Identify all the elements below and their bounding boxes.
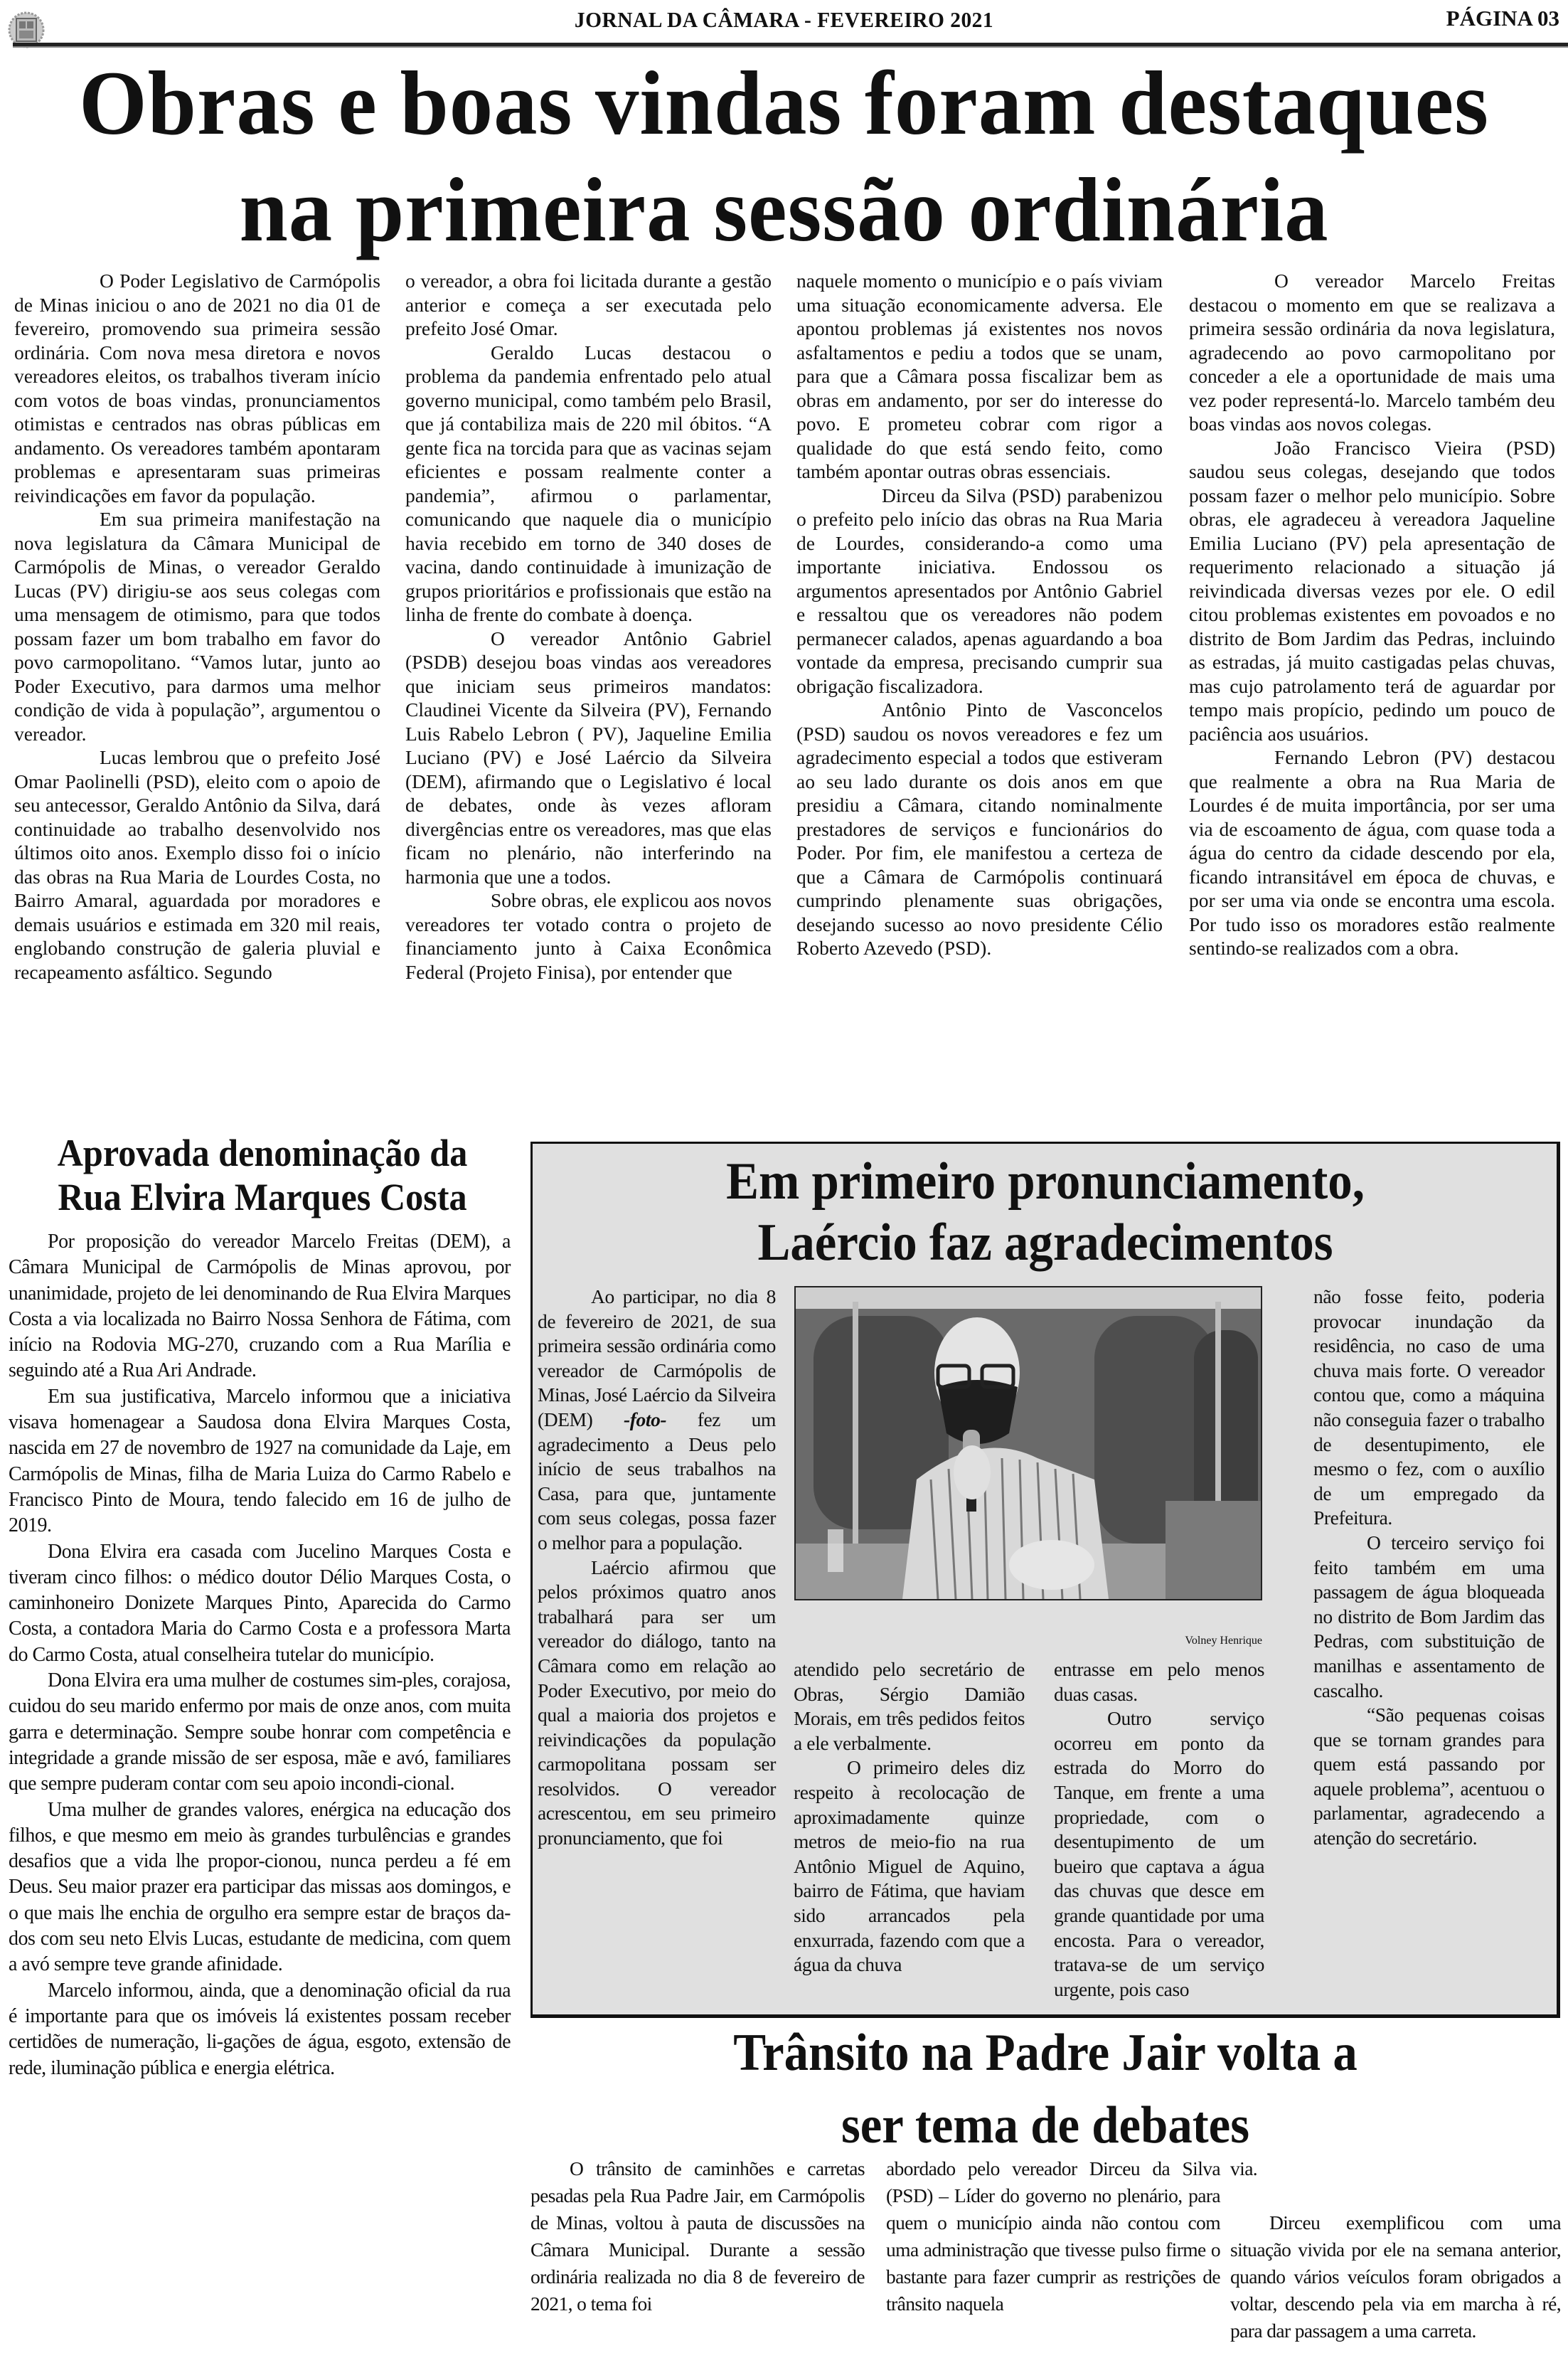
laercio-headline-line2: Laércio faz agradecimentos [757,1213,1333,1272]
paragraph: O trânsito de caminhões e carretas pesadas pela Rua Padre Jair, em Carmópolis de Minas, voltou à pauta de discussões na Câmara Municipal. Durante a sessão ordinária realizada no dia 8 de fevereiro de 2021, o tema foi [530,2157,865,2315]
paragraph: O Poder Legislativo de Carmópolis de Minas iniciou o ano de 2021 no dia 01 de fevereiro, promovendo sua primeira sessão ordinária. Com nova mesa diretora e novos vereadores eleitos, os trabalhos tiveram início com votos de boas vindas, pronunciamentos otimistas e centrados nas obras públicas em andamento. Os vereadores também apontaram problemas e apresentaram suas primeiras reivindicações em favor da população. [14,270,380,506]
paragraph: o vereador, a obra foi licitada durante a gestão anterior e começa a ser executada pelo prefeito José Omar. [405,270,772,339]
paragraph: Geraldo Lucas destacou o problema da pandemia enfrentado pelo atual governo municipal, como também pelo Brasil, que já contabiliza mais de 220 mil óbitos. “A gente fica na torcida para que as vacinas sejam eficientes e possam realmente conter a pandemia”, afirmou o parlamentar, comunicando que naquele dia o município havia recebido em torno de 340 doses de vacina, dando continuidade à imunização de grupos prioritários e profissionais que estão na linha de frente do combate à doença. [405,341,772,625]
transit-column-1 [530,2155,865,2317]
paragraph: Laércio afirmou que pelos próximos quatro anos trabalhará para ser um vereador do diálogo, tanto na Câmara como em relação ao Poder Executivo, por meio do qual a maioria dos projetos e reivindicações da população carmopolitana possam ser resolvidos. O vereador acrescentou, em seu primeiro pronunciamento, que foi [538,1556,776,1849]
transit-column-2 [886,2155,1220,2317]
paragraph: Em sua justificativa, Marcelo informou que a iniciativa visava homenagear a Saudosa dona Elvira Marques Costa, nascida em 27 de novembro de 1927 na comunidade da Laje, em Carmópolis de Minas, filha de Maria Luiza do Carmo Rabelo e Francisco Pinto de Moura, tendo falecido em 16 de julho de 2019. [9,1385,511,1537]
paragraph: Uma mulher de grandes valores, enérgica na educação dos filhos, e que mesmo em meio às grandes turbulências e grandes desafios que a vida lhe propor-cionou, nunca perdeu a fé em Deus. Seu maior prazer era participar das missas aos domingos, e o que mais lhe enchia de orgulho era sempre estar de braços da-dos com seu neto Elvis Lucas, estudante de medicina, com quem a avó sempre teve grande afinidade. [9,1798,511,1976]
paragraph: naquele momento o município e o país viviam uma situação economicamente adversa. Ele apontou problemas já existentes nos novos asfaltamentos e pediu a todos que se unam, para que a Câmara possa fiscalizar bem as obras em andamento, por ser do interesse do povo. E prometeu cobrar com rigor a qualidade do que está sendo feito, como também apontar outras obras essenciais. [796,270,1163,482]
photo-man-with-microphone-icon [794,1286,1262,1600]
paragraph: não fosse feito, poderia provocar inundação da residência, no caso de uma chuva mais forte. O vereador contou que, como a máquina não conseguia fazer o trabalho de desentupimento, ele mesmo o fez, com o auxílio de um empregado da Prefeitura. [1313,1285,1545,1529]
laercio-column-2 [794,1657,1025,1977]
laercio-headline-line1: Em primeiro pronunciamento, [726,1152,1365,1211]
elvira-headline-line2: Rua Elvira Marques Costa [58,1176,467,1218]
masthead: JORNAL DA CÂMARA - FEVEREIRO 2021 [574,7,994,32]
transit-headline [567,2017,1525,2162]
paragraph: Dirceu exemplificou com uma situação vivida por ele na semana anterior, quando vários veículos foram obrigados a voltar, descendo pela via em marcha à ré, para dar passagem a uma carreta. [1230,2211,1561,2342]
main-article-column-1 [14,269,380,984]
paragraph: atendido pelo secretário de Obras, Sérgio Damião Morais, em três pedidos feitos a ele verbalmente. [794,1658,1025,1754]
paragraph: Dona Elvira era casada com Jucelino Marques Costa e tiveram cinco filhos: o médico doutor Délio Marques Costa, o caminhoneiro Donizete Marques Pinto, Aparecida do Carmo Costa, a contadora Maria do Carmo Costa e a professora Marta do Carmo Costa, atual conselheira tutelar do município. [9,1540,511,1666]
header-rule [13,43,1568,48]
paragraph: Fernando Lebron (PV) destacou que realmente a obra na Rua Maria de Lourdes é de muita importância, por ser uma via de escoamento de água, com quase toda a água do centro da cidade descendo por ela, ficando intransitável em época de chuvas, e por ser uma via onde se encontra uma escola. Por tudo isso os moradores estão realmente sentindo-se realizados com a obra. [1189,746,1555,959]
text-run: fez um agradecimento a Deus pelo início de seus trabalhos na Casa, para que, juntamente com seus colegas, possa fazer o melhor para a população. [538,1408,776,1553]
laercio-column-1 [538,1285,776,1851]
paragraph: abordado pelo vereador Dirceu da Silva (PSD) – Líder do governo no plenário, para quem o município ainda não contou com uma administração que tivesse pulso firme o bastante para fazer cumprir as restrições de trânsito naquela [886,2157,1220,2315]
foto-marker: -foto- [623,1408,667,1430]
elvira-article-body [9,1229,511,2081]
transit-column-3 [1230,2155,1561,2344]
page-number: PÁGINA 03 [1446,6,1559,31]
paragraph: O primeiro deles diz respeito à recolocação de aproximadamente quinze metros de meio-fio na rua Antônio Miguel de Aquino, bairro de Fátima, que haviam sido arrancados pela enxurrada, fazendo com que a água da chuva [794,1756,1025,1976]
paragraph [538,1285,776,1556]
paragraph: entrasse em pelo menos duas casas. [1054,1658,1264,1705]
paragraph: Dirceu da Silva (PSD) parabenizou o prefeito pelo início das obras na Rua Maria de Lourdes, considerando-a como uma importante iniciativa. Endossou os argumentos apresentados por Antônio Gabriel e ressaltou que os vereadores não podem permanecer calados, apenas aguardando a boa vontade da empresa, precisando cumprir sua obrigação fiscalizadora. [796,484,1163,697]
paragraph: Por proposição do vereador Marcelo Freitas (DEM), a Câmara Municipal de Carmópolis de Minas aprovou, por unanimidade, projeto de lei denominando de Rua Elvira Marques Costa a via localizada no Bairro Nossa Senhora de Fátima, com início na Rodovia MG-270, cruzando com a Rua Marília e seguindo até a Rua Ari Andrade. [9,1231,511,1382]
paragraph: via. [1230,2157,1258,2179]
main-article-column-3 [796,269,1163,960]
text-run: Ao participar, no dia 8 de fevereiro de 2021, de sua primeira sessão ordinária como vereador de Carmópolis de Minas, José Laércio da Silveira (DEM) [538,1285,776,1430]
main-headline [31,50,1537,263]
transit-headline-line1: Trânsito na Padre Jair volta a [733,2024,1358,2082]
paragraph: Sobre obras, ele explicou aos novos vereadores ter votado contra o projeto de financiamento junto à Caixa Econômica Federal (Projeto Finisa), por entender que [405,889,772,983]
main-article-column-2 [405,269,772,984]
elvira-headline [18,1131,506,1219]
main-headline-line1: Obras e boas vindas foram destaques [79,53,1489,154]
transit-headline-line2: ser tema de debates [841,2096,1250,2155]
paragraph: “São pequenas coisas que se tornam grandes para quem está passando por aquele problema”, acentuou o parlamentar, agradecendo a atenção do secretário. [1313,1704,1545,1849]
paragraph: Lucas lembrou que o prefeito José Omar Paolinelli (PSD), eleito com o apoio de seu antecessor, Geraldo Antônio da Silva, dará continuidade ao trabalho desenvolvido nos últimos oito anos. Exemplo disso foi o início das obras na Rua Maria de Lourdes Costa, no Bairro Amaral, aguardada por moradores e demais usuários e estimada em 320 mil reais, englobando construção de galeria pluvial e recapeamento asfáltico. Segundo [14,746,380,983]
paragraph: O terceiro serviço foi feito também em uma passagem de água bloqueada no distrito de Bom Jardim das Pedras, com substituição de manilhas e assentamento de cascalho. [1313,1531,1545,1701]
photo-credit: Volney Henrique [1185,1635,1262,1647]
paragraph: João Francisco Vieira (PSD) saudou seus colegas, desejando que todos possam fazer o melhor pelo município. Sobre obras, ele agradeceu à vereadora Jaqueline Emilia Luciano (PV) pela apresentação de requerimento relacionado a situação já reivindicada diversas vezes por ele. O edil citou problemas existentes em povoados e no distrito de Bom Jardim das Pedras, incluindo as estradas, já muito castigadas pelas chuvas, mas cujo patrolamento terá de aguardar por tempo mais propício, pedindo um pouco de paciência aos usuários. [1189,436,1555,745]
paragraph: Antônio Pinto de Vasconcelos (PSD) saudou os novos vereadores e fez um agradecimento especial a todos que estiveram ao seu lado durante os dois anos em que presidiu a Câmara, citando nominalmente prestadores de serviços e funcionários do Poder. Por fim, ele manifestou a certeza de que a Câmara de Carmópolis continuará cumprindo plenamente suas obrigações, desejando sucesso ao novo presidente Célio Roberto Azevedo (PSD). [796,699,1163,959]
main-headline-line2: na primeira sessão ordinária [239,159,1329,260]
paragraph: O vereador Antônio Gabriel (PSDB) desejou boas vindas aos vereadores que iniciam seus primeiros mandatos: Claudinei Vicente da Silveira (PV), Fernando Luis Rabelo Lebron ( PV), Jaqueline Emilia Luciano (PV) e José Laércio da Silveira (DEM), afirmando que o Legislativo é local de debates, onde às vezes afloram divergências entre os vereadores, mas que elas ficam no plenário, não interferindo na harmonia que une a todos. [405,627,772,888]
paragraph: Dona Elvira era uma mulher de costumes sim-ples, corajosa, cuidou do seu marido enfermo por mais de onze anos, com muita garra e determinação. Sempre soube honrar com competência e integridade a grande missão de ser esposa, mãe e avó, familiares que sempre puderam contar com seu apoio incondi-cional. [9,1669,511,1795]
laercio-headline [567,1151,1525,1273]
paragraph: Outro serviço ocorreu em ponto da estrada do Morro do Tanque, em frente a uma propriedade, com o desentupimento de um bueiro que captava a água das chuvas que desce em grande quantidade por uma encosta. Para o vereador, tratava-se de um serviço urgente, pois caso [1054,1707,1264,2000]
paragraph: Em sua primeira manifestação na nova legislatura da Câmara Municipal de Carmópolis de Minas, o vereador Geraldo Lucas (PV) dirigiu-se aos seus colegas com uma mensagem de otimismo, para que todos possam fazer um bom trabalho em favor do povo carmopolitano. “Vamos lutar, junto ao Poder Executivo, para darmos uma melhor condição de vida à população”, argumentou o vereador. [14,508,380,745]
laercio-column-3 [1054,1657,1264,2002]
elvira-headline-line1: Aprovada denominação da [57,1132,468,1174]
paragraph: Marcelo informou, ainda, que a denominação oficial da rua é importante para que os imóveis lá existentes possam receber certidões de numeração, li-gações de água, esgoto, extensão de rede, iluminação pública e energia elétrica. [9,1979,511,2079]
main-article-column-4 [1189,269,1555,960]
laercio-column-4 [1313,1285,1545,1851]
paragraph: O vereador Marcelo Freitas destacou o momento em que se realizava a primeira sessão ordinária da nova legislatura, agradecendo ao povo carmopolitano por conceder a ele a oportunidade de mais uma vez poder representá-lo. Marcelo também deu boas vindas aos novos colegas. [1189,270,1555,435]
